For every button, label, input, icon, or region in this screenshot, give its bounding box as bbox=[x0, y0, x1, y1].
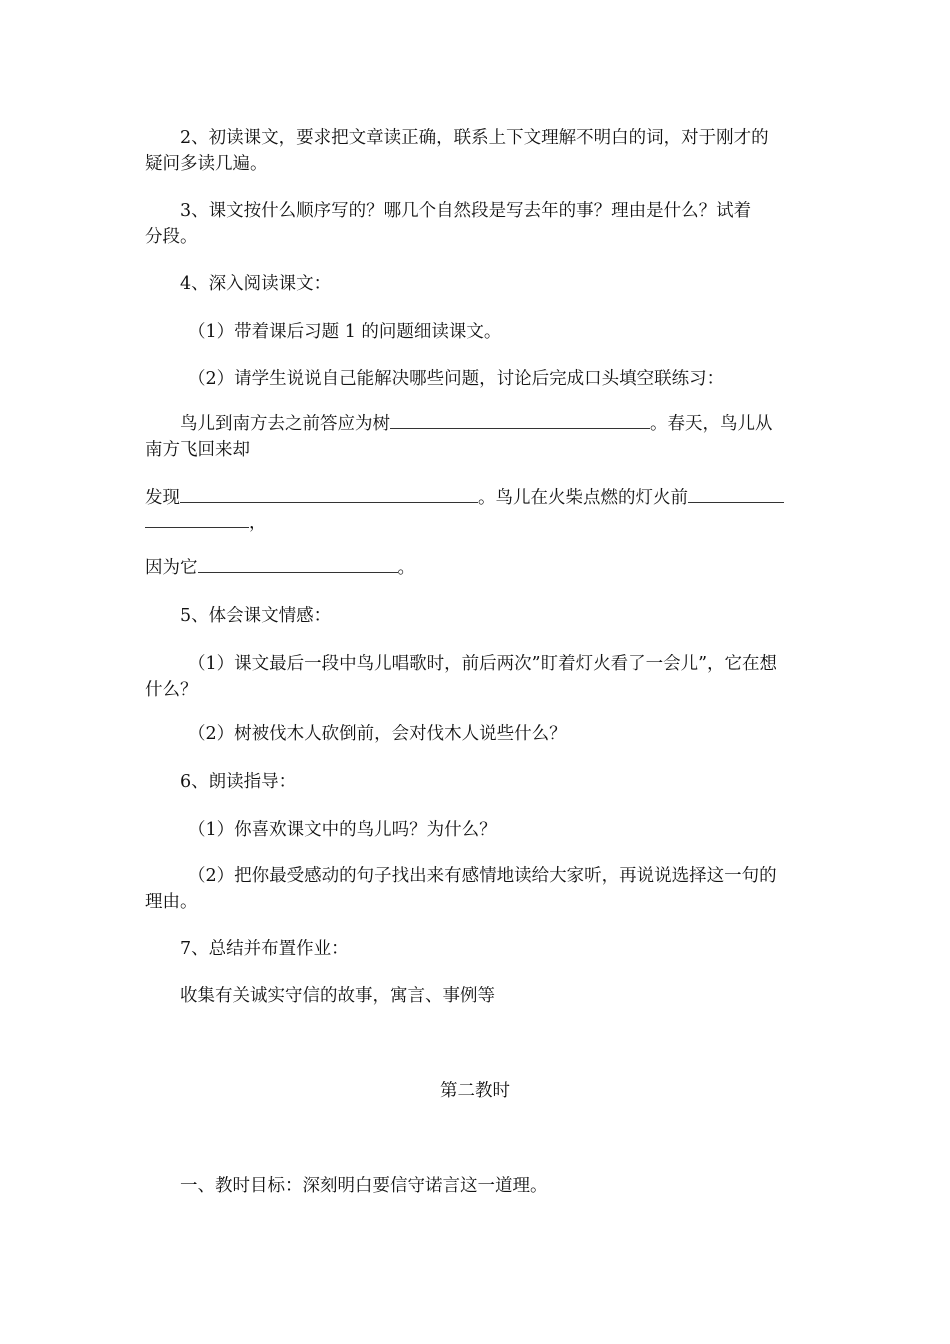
paragraph-4-item-1: （1）带着课后习题 1 的问题细读课文。 bbox=[188, 322, 502, 342]
fill-blank-line-2b bbox=[145, 511, 267, 535]
paragraph-3-line-2: 分段。 bbox=[145, 227, 198, 247]
paragraph-6-item-1: （1）你喜欢课文中的鸟儿吗？为什么？ bbox=[188, 820, 497, 840]
paragraph-6-heading: 6、朗读指导： bbox=[180, 772, 297, 792]
fill-text: 发现 bbox=[145, 488, 180, 508]
paragraph-7-item: 收集有关诚实守信的故事，寓言、事例等 bbox=[180, 986, 495, 1006]
paragraph-3-line-1: 3、课文按什么顺序写的？哪几个自然段是写去年的事？理由是什么？试着 bbox=[180, 201, 752, 221]
paragraph-5-item-2: （2）树被伐木人砍倒前，会对伐木人说些什么？ bbox=[188, 724, 567, 744]
fill-text: 。春天，鸟儿从 bbox=[650, 414, 773, 434]
fill-text: 。 bbox=[397, 558, 415, 578]
lesson-goal: 一、教时目标：深刻明白要信守诺言这一道理。 bbox=[180, 1176, 548, 1196]
paragraph-7-heading: 7、总结并布置作业： bbox=[180, 939, 349, 959]
fill-blank-line-1 bbox=[180, 412, 773, 436]
fill-text: 因为它 bbox=[145, 558, 198, 578]
paragraph-2-line-1: 2、初读课文，要求把文章读正确，联系上下文理解不明白的词，对于刚才的 bbox=[180, 128, 769, 148]
paragraph-4-heading: 4、深入阅读课文： bbox=[180, 274, 332, 294]
fill-blank bbox=[390, 412, 650, 429]
paragraph-2-line-2: 疑问多读几遍。 bbox=[145, 154, 268, 174]
fill-blank bbox=[198, 556, 398, 573]
paragraph-5-item-1-line-1: （1）课文最后一段中鸟儿唱歌时，前后两次”盯着灯火看了一会儿”，它在想 bbox=[188, 654, 778, 674]
fill-blank bbox=[688, 486, 784, 503]
fill-blank bbox=[145, 511, 249, 528]
paragraph-6-item-2-line-2: 理由。 bbox=[145, 892, 198, 912]
fill-blank-line-3 bbox=[145, 556, 415, 580]
fill-blank-line-2 bbox=[145, 486, 784, 510]
fill-text: 。鸟儿在火柴点燃的灯火前 bbox=[478, 488, 688, 508]
section-title: 第二教时 bbox=[440, 1081, 510, 1101]
paragraph-4-item-2: （2）请学生说说自己能解决哪些问题，讨论后完成口头填空联练习： bbox=[188, 369, 725, 389]
fill-text: ， bbox=[249, 513, 267, 533]
paragraph-6-item-2-line-1: （2）把你最受感动的句子找出来有感情地读给大家听，再说说选择这一句的 bbox=[188, 866, 777, 886]
fill-text: 鸟儿到南方去之前答应为树 bbox=[180, 414, 390, 434]
fill-blank-line-1b: 南方飞回来却 bbox=[145, 440, 250, 460]
paragraph-5-item-1-line-2: 什么？ bbox=[145, 680, 198, 700]
fill-blank bbox=[180, 486, 478, 503]
paragraph-5-heading: 5、体会课文情感： bbox=[180, 606, 332, 626]
